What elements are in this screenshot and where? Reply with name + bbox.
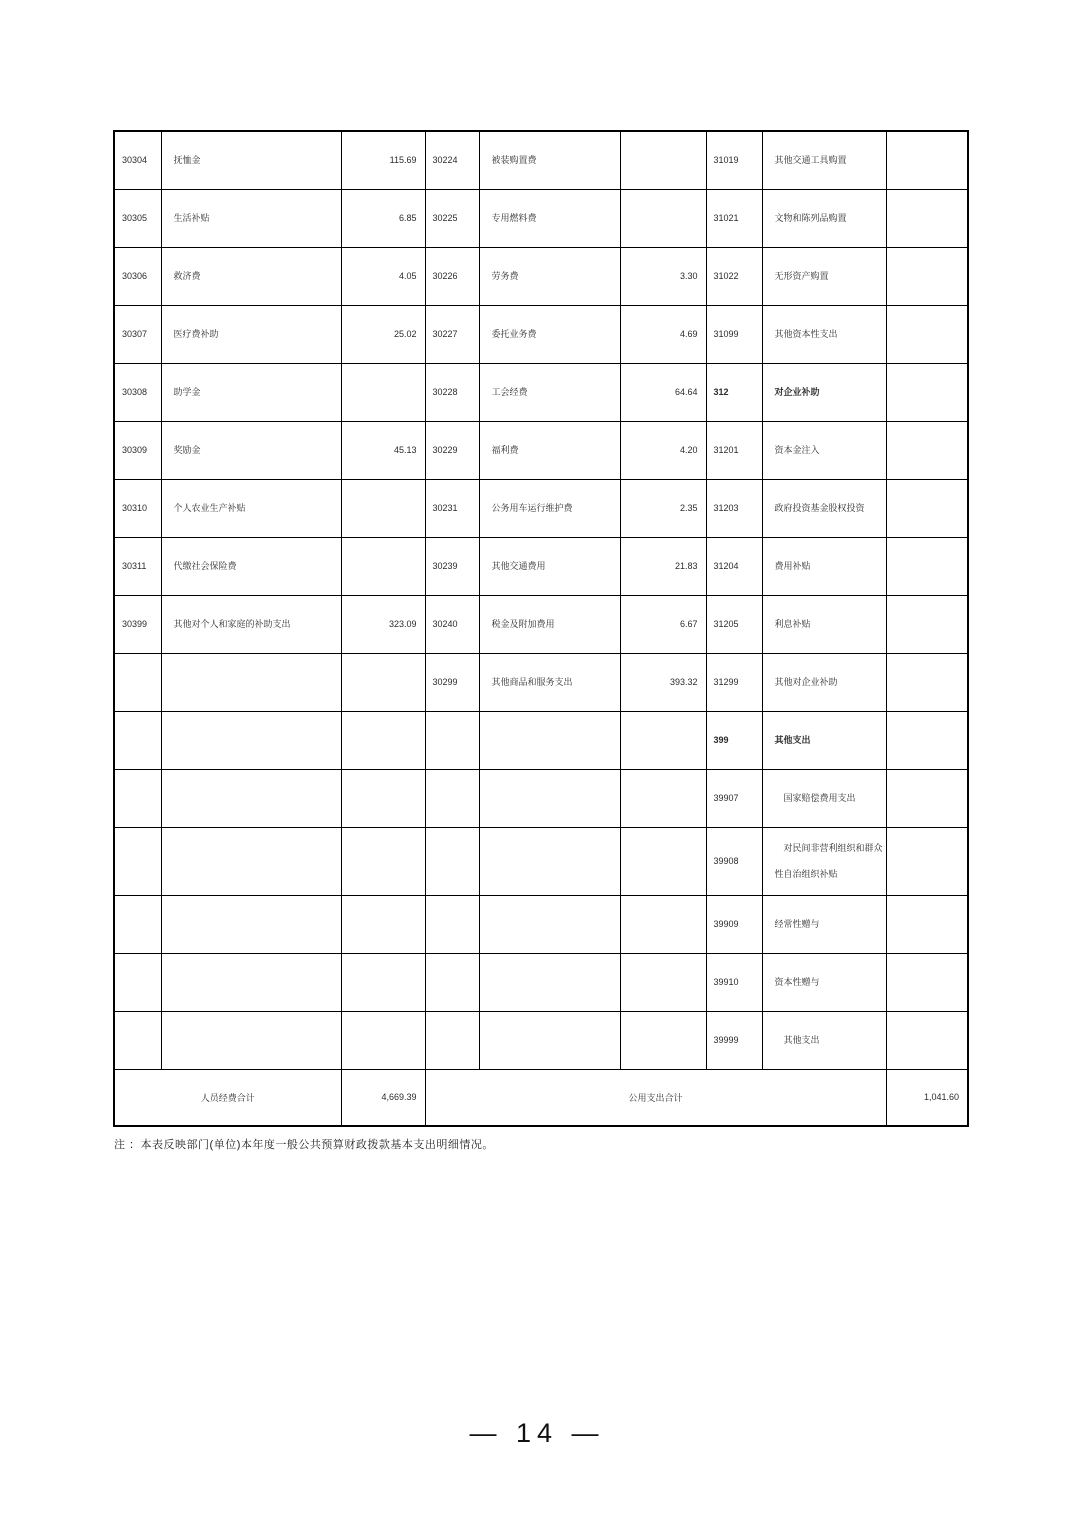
table-cell: 39908 bbox=[706, 827, 762, 895]
table-cell: 30239 bbox=[425, 537, 479, 595]
table-cell bbox=[886, 479, 968, 537]
table-cell: 30305 bbox=[114, 189, 161, 247]
table-row bbox=[114, 305, 968, 363]
table-cell: 费用补贴 bbox=[762, 537, 886, 595]
table-cell bbox=[886, 895, 968, 953]
table-cell: 30227 bbox=[425, 305, 479, 363]
table-cell bbox=[886, 827, 968, 895]
table-cell bbox=[161, 711, 341, 769]
table-cell: 30304 bbox=[114, 131, 161, 189]
table-cell: 30226 bbox=[425, 247, 479, 305]
table-cell: 政府投资基金股权投资 bbox=[762, 479, 886, 537]
table-cell: 6.85 bbox=[341, 189, 425, 247]
table-cell: 30307 bbox=[114, 305, 161, 363]
table-cell bbox=[425, 953, 479, 1011]
public-total-value: 1,041.60 bbox=[886, 1069, 968, 1126]
table-cell: 助学金 bbox=[161, 363, 341, 421]
table-cell bbox=[114, 827, 161, 895]
table-cell bbox=[886, 1011, 968, 1069]
personnel-total-label: 人员经费合计 bbox=[114, 1069, 341, 1126]
table-cell bbox=[886, 653, 968, 711]
totals-row bbox=[114, 1069, 968, 1126]
table-cell bbox=[620, 895, 706, 953]
table-cell: 30311 bbox=[114, 537, 161, 595]
table-cell bbox=[620, 769, 706, 827]
table-cell bbox=[620, 189, 706, 247]
table-cell: 39907 bbox=[706, 769, 762, 827]
table-row bbox=[114, 537, 968, 595]
table-row bbox=[114, 421, 968, 479]
table-cell bbox=[479, 953, 620, 1011]
table-cell: 31204 bbox=[706, 537, 762, 595]
table-cell bbox=[161, 953, 341, 1011]
table-cell: 4.69 bbox=[620, 305, 706, 363]
table-cell bbox=[161, 895, 341, 953]
table-cell bbox=[341, 479, 425, 537]
table-cell bbox=[114, 1011, 161, 1069]
table-cell bbox=[114, 953, 161, 1011]
table-cell bbox=[114, 711, 161, 769]
table-cell bbox=[886, 305, 968, 363]
table-cell: 3.30 bbox=[620, 247, 706, 305]
table-cell: 323.09 bbox=[341, 595, 425, 653]
table-cell bbox=[341, 537, 425, 595]
table-cell bbox=[886, 421, 968, 479]
table-cell bbox=[341, 895, 425, 953]
table-cell bbox=[425, 827, 479, 895]
table-cell bbox=[886, 537, 968, 595]
table-cell: 被装购置费 bbox=[479, 131, 620, 189]
table-cell: 31205 bbox=[706, 595, 762, 653]
table-cell: 文物和陈列品购置 bbox=[762, 189, 886, 247]
table-cell bbox=[161, 1011, 341, 1069]
table-cell: 经常性赠与 bbox=[762, 895, 886, 953]
table-cell: 31299 bbox=[706, 653, 762, 711]
table-cell bbox=[479, 827, 620, 895]
table-cell: 39909 bbox=[706, 895, 762, 953]
table-cell: 31099 bbox=[706, 305, 762, 363]
table-cell: 其他对企业补助 bbox=[762, 653, 886, 711]
table-cell: 31022 bbox=[706, 247, 762, 305]
table-cell bbox=[886, 595, 968, 653]
table-cell: 30240 bbox=[425, 595, 479, 653]
table-cell bbox=[161, 769, 341, 827]
table-cell bbox=[886, 953, 968, 1011]
table-cell bbox=[341, 711, 425, 769]
table-cell bbox=[341, 363, 425, 421]
table-row bbox=[114, 363, 968, 421]
table-row bbox=[114, 131, 968, 189]
table-cell: 其他对个人和家庭的补助支出 bbox=[161, 595, 341, 653]
table-row bbox=[114, 953, 968, 1011]
table-cell: 30310 bbox=[114, 479, 161, 537]
table-cell bbox=[620, 711, 706, 769]
table-cell: 30309 bbox=[114, 421, 161, 479]
table-row bbox=[114, 1011, 968, 1069]
table-cell bbox=[425, 711, 479, 769]
table-cell: 4.20 bbox=[620, 421, 706, 479]
table-cell: 45.13 bbox=[341, 421, 425, 479]
table-cell bbox=[425, 895, 479, 953]
table-cell: 委托业务费 bbox=[479, 305, 620, 363]
table-cell: 31201 bbox=[706, 421, 762, 479]
table-cell: 工会经费 bbox=[479, 363, 620, 421]
table-cell: 30224 bbox=[425, 131, 479, 189]
table-cell bbox=[479, 1011, 620, 1069]
table-cell bbox=[620, 1011, 706, 1069]
table-cell: 21.83 bbox=[620, 537, 706, 595]
table-cell: 399 bbox=[706, 711, 762, 769]
table-cell bbox=[886, 363, 968, 421]
table-cell bbox=[341, 653, 425, 711]
table-row bbox=[114, 769, 968, 827]
table-cell: 393.32 bbox=[620, 653, 706, 711]
table-cell: 115.69 bbox=[341, 131, 425, 189]
table-cell: 25.02 bbox=[341, 305, 425, 363]
table-cell: 国家赔偿费用支出 bbox=[762, 769, 886, 827]
table-cell: 30308 bbox=[114, 363, 161, 421]
table-cell: 其他交通工具购置 bbox=[762, 131, 886, 189]
page-number: — 14 — bbox=[469, 1418, 605, 1448]
table-cell: 抚恤金 bbox=[161, 131, 341, 189]
table-cell bbox=[620, 827, 706, 895]
table-cell: 30299 bbox=[425, 653, 479, 711]
table-cell: 其他支出 bbox=[762, 1011, 886, 1069]
table-cell: 30225 bbox=[425, 189, 479, 247]
table-cell bbox=[114, 769, 161, 827]
table-cell: 公务用车运行维护费 bbox=[479, 479, 620, 537]
table-cell: 64.64 bbox=[620, 363, 706, 421]
table-cell bbox=[620, 953, 706, 1011]
table-cell: 利息补贴 bbox=[762, 595, 886, 653]
table-cell: 对企业补助 bbox=[762, 363, 886, 421]
table-cell: 代缴社会保险费 bbox=[161, 537, 341, 595]
table-cell bbox=[161, 827, 341, 895]
table-cell bbox=[479, 895, 620, 953]
table-row bbox=[114, 595, 968, 653]
table-row bbox=[114, 189, 968, 247]
table-cell: 30306 bbox=[114, 247, 161, 305]
table-cell: 其他商品和服务支出 bbox=[479, 653, 620, 711]
personnel-total-value: 4,669.39 bbox=[341, 1069, 425, 1126]
table-cell: 2.35 bbox=[620, 479, 706, 537]
table-cell: 30229 bbox=[425, 421, 479, 479]
table-cell: 39910 bbox=[706, 953, 762, 1011]
public-total-label: 公用支出合计 bbox=[425, 1069, 886, 1126]
table-cell: 劳务费 bbox=[479, 247, 620, 305]
table-cell: 奖励金 bbox=[161, 421, 341, 479]
table-cell: 对民间非营利组织和群众性自治组织补贴 bbox=[762, 827, 886, 895]
table-cell: 其他交通费用 bbox=[479, 537, 620, 595]
table-cell: 31021 bbox=[706, 189, 762, 247]
table-cell bbox=[886, 769, 968, 827]
table-cell bbox=[161, 653, 341, 711]
table-cell bbox=[341, 953, 425, 1011]
table-cell: 31019 bbox=[706, 131, 762, 189]
table-body bbox=[114, 131, 968, 1069]
table-cell: 救济费 bbox=[161, 247, 341, 305]
table-row bbox=[114, 479, 968, 537]
table-cell: 30228 bbox=[425, 363, 479, 421]
basic-expenditure-detail-table bbox=[113, 130, 969, 1127]
table-row bbox=[114, 247, 968, 305]
table-cell: 资本金注入 bbox=[762, 421, 886, 479]
table-cell bbox=[341, 827, 425, 895]
table-row bbox=[114, 827, 968, 895]
table-cell bbox=[341, 1011, 425, 1069]
table-cell: 4.05 bbox=[341, 247, 425, 305]
table-cell: 6.67 bbox=[620, 595, 706, 653]
table-cell bbox=[114, 895, 161, 953]
table-cell bbox=[620, 131, 706, 189]
table-row bbox=[114, 711, 968, 769]
table-cell bbox=[886, 247, 968, 305]
table-cell: 税金及附加费用 bbox=[479, 595, 620, 653]
table-cell: 39999 bbox=[706, 1011, 762, 1069]
table-cell: 其他资本性支出 bbox=[762, 305, 886, 363]
table-cell bbox=[886, 711, 968, 769]
table-cell: 其他支出 bbox=[762, 711, 886, 769]
table-cell bbox=[425, 769, 479, 827]
table-cell bbox=[886, 131, 968, 189]
table-cell bbox=[479, 769, 620, 827]
table-cell: 专用燃料费 bbox=[479, 189, 620, 247]
table-cell bbox=[479, 711, 620, 769]
table-cell bbox=[886, 189, 968, 247]
table-cell: 31203 bbox=[706, 479, 762, 537]
table-cell: 无形资产购置 bbox=[762, 247, 886, 305]
table-cell bbox=[425, 1011, 479, 1069]
table-cell bbox=[114, 653, 161, 711]
table-cell: 30231 bbox=[425, 479, 479, 537]
table-row bbox=[114, 895, 968, 953]
table-cell: 医疗费补助 bbox=[161, 305, 341, 363]
table-cell: 福利费 bbox=[479, 421, 620, 479]
table-cell: 30399 bbox=[114, 595, 161, 653]
table-cell: 个人农业生产补贴 bbox=[161, 479, 341, 537]
table-row bbox=[114, 653, 968, 711]
table-cell bbox=[341, 769, 425, 827]
table-note: 注 ：本表反映部门(单位)本年度一般公共预算财政拨款基本支出明细情况。 bbox=[114, 1139, 494, 1151]
table-cell: 资本性赠与 bbox=[762, 953, 886, 1011]
table-cell: 312 bbox=[706, 363, 762, 421]
table-cell: 生活补贴 bbox=[161, 189, 341, 247]
